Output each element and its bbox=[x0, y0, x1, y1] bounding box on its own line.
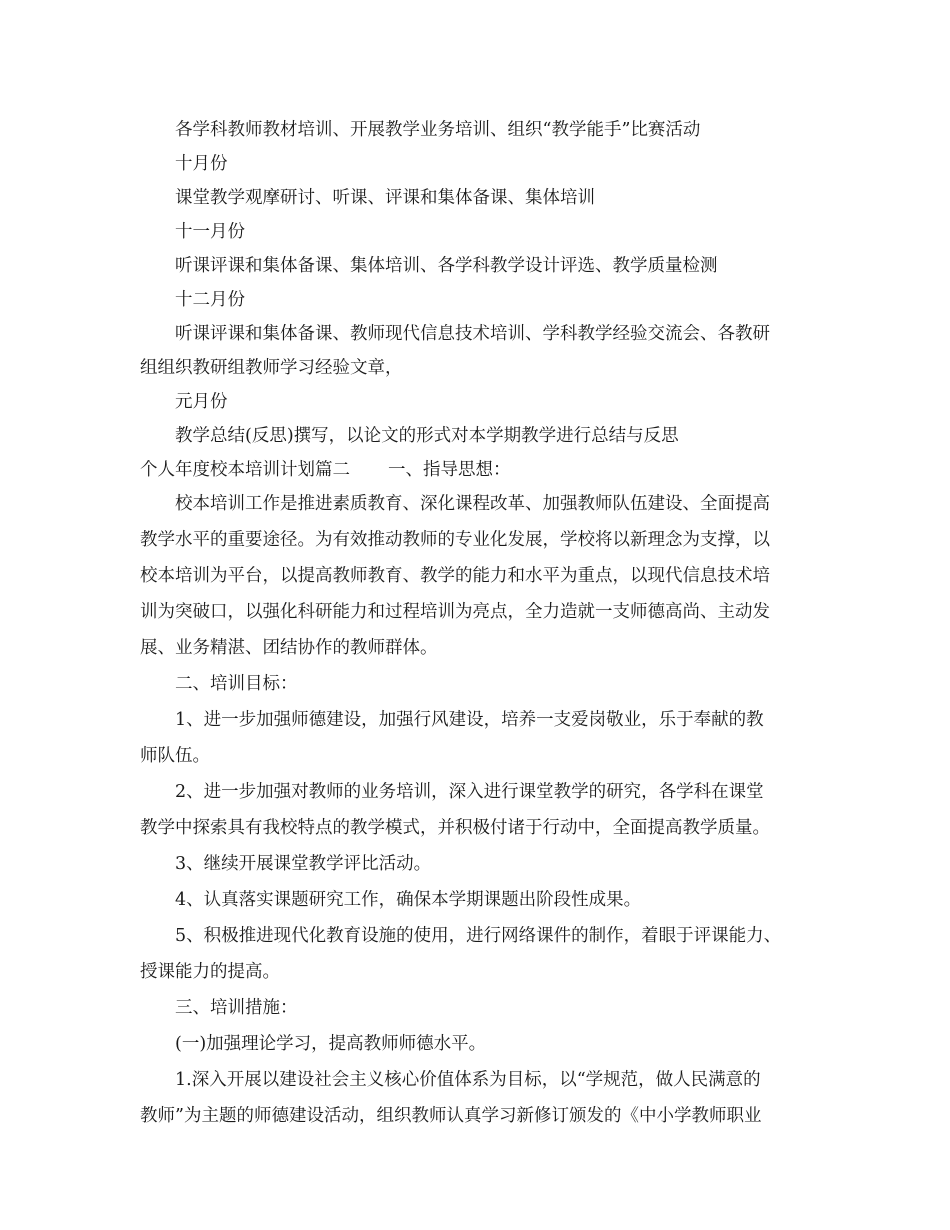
section-heading-goals: 二、培训目标： bbox=[175, 674, 298, 694]
text-line: 训为突破口，以强化科研能力和过程培训为亮点，全力造就一支师德高尚、主动发 bbox=[140, 602, 770, 622]
text-line: 1.深入开展以建设社会主义核心价值体系为目标，以“学规范，做人民满意的 bbox=[175, 1070, 761, 1090]
text-line: 教师”为主题的师德建设活动，组织教师认真学习新修订颁发的《中小学教师职业 bbox=[140, 1106, 762, 1126]
text-line: 展、业务精湛、团结协作的教师群体。 bbox=[140, 638, 438, 658]
text-line: 2、进一步加强对教师的业务培训，深入进行课堂教学的研究，各学科在课堂 bbox=[175, 782, 764, 802]
month-heading-september: 十月份 bbox=[175, 154, 228, 174]
text-line: 5、积极推进现代化教育设施的使用，进行网络课件的制作，着眼于评课能力、 bbox=[175, 926, 782, 946]
text-line: 3、继续开展课堂教学评比活动。 bbox=[175, 854, 432, 874]
text-line: 课堂教学观摩研讨、听课、评课和集体备课、集体培训 bbox=[175, 188, 595, 208]
text-line: 教学中探索具有我校特点的教学模式，并积极付诸于行动中，全面提高教学质量。 bbox=[140, 818, 770, 838]
text-line: 4、认真落实课题研究工作，确保本学期课题出阶段性成果。 bbox=[175, 890, 642, 910]
text-line: 听课评课和集体备课、集体培训、各学科教学设计评选、教学质量检测 bbox=[175, 256, 718, 276]
month-heading-november: 十一月份 bbox=[175, 222, 245, 242]
section-title: 个人年度校本培训计划篇二 bbox=[140, 460, 350, 480]
text-line: 听课评课和集体备课、教师现代信息技术培训、学科教学经验交流会、各教研 bbox=[175, 324, 770, 344]
section-subtitle: 一、指导思想： bbox=[388, 460, 511, 480]
month-heading-january: 元月份 bbox=[175, 392, 228, 412]
text-line: 校本培训工作是推进素质教育、深化课程改革、加强教师队伍建设、全面提高 bbox=[175, 494, 770, 514]
text-line: 组组织教研组教师学习经验文章， bbox=[140, 358, 403, 378]
text-line: 校本培训为平台，以提高教师教育、教学的能力和水平为重点，以现代信息技术培 bbox=[140, 566, 770, 586]
text-line: 师队伍。 bbox=[140, 746, 210, 766]
subsection-heading: (一)加强理论学习，提高教师师德水平。 bbox=[175, 1034, 487, 1054]
month-heading-december: 十二月份 bbox=[175, 290, 245, 310]
text-line: 教学总结(反思)撰写，以论文的形式对本学期教学进行总结与反思 bbox=[175, 426, 679, 446]
section-heading-measures: 三、培训措施： bbox=[175, 998, 298, 1018]
text-line: 各学科教师教材培训、开展教学业务培训、组织“教学能手”比赛活动 bbox=[175, 120, 701, 140]
text-line: 授课能力的提高。 bbox=[140, 962, 280, 982]
section-heading bbox=[140, 459, 840, 481]
text-line: 教学水平的重要途径。为有效推动教师的专业化发展，学校将以新理念为支撑，以 bbox=[140, 530, 770, 550]
text-line: 1、进一步加强师德建设，加强行风建设，培养一支爱岗敬业，乐于奉献的教 bbox=[175, 710, 764, 730]
